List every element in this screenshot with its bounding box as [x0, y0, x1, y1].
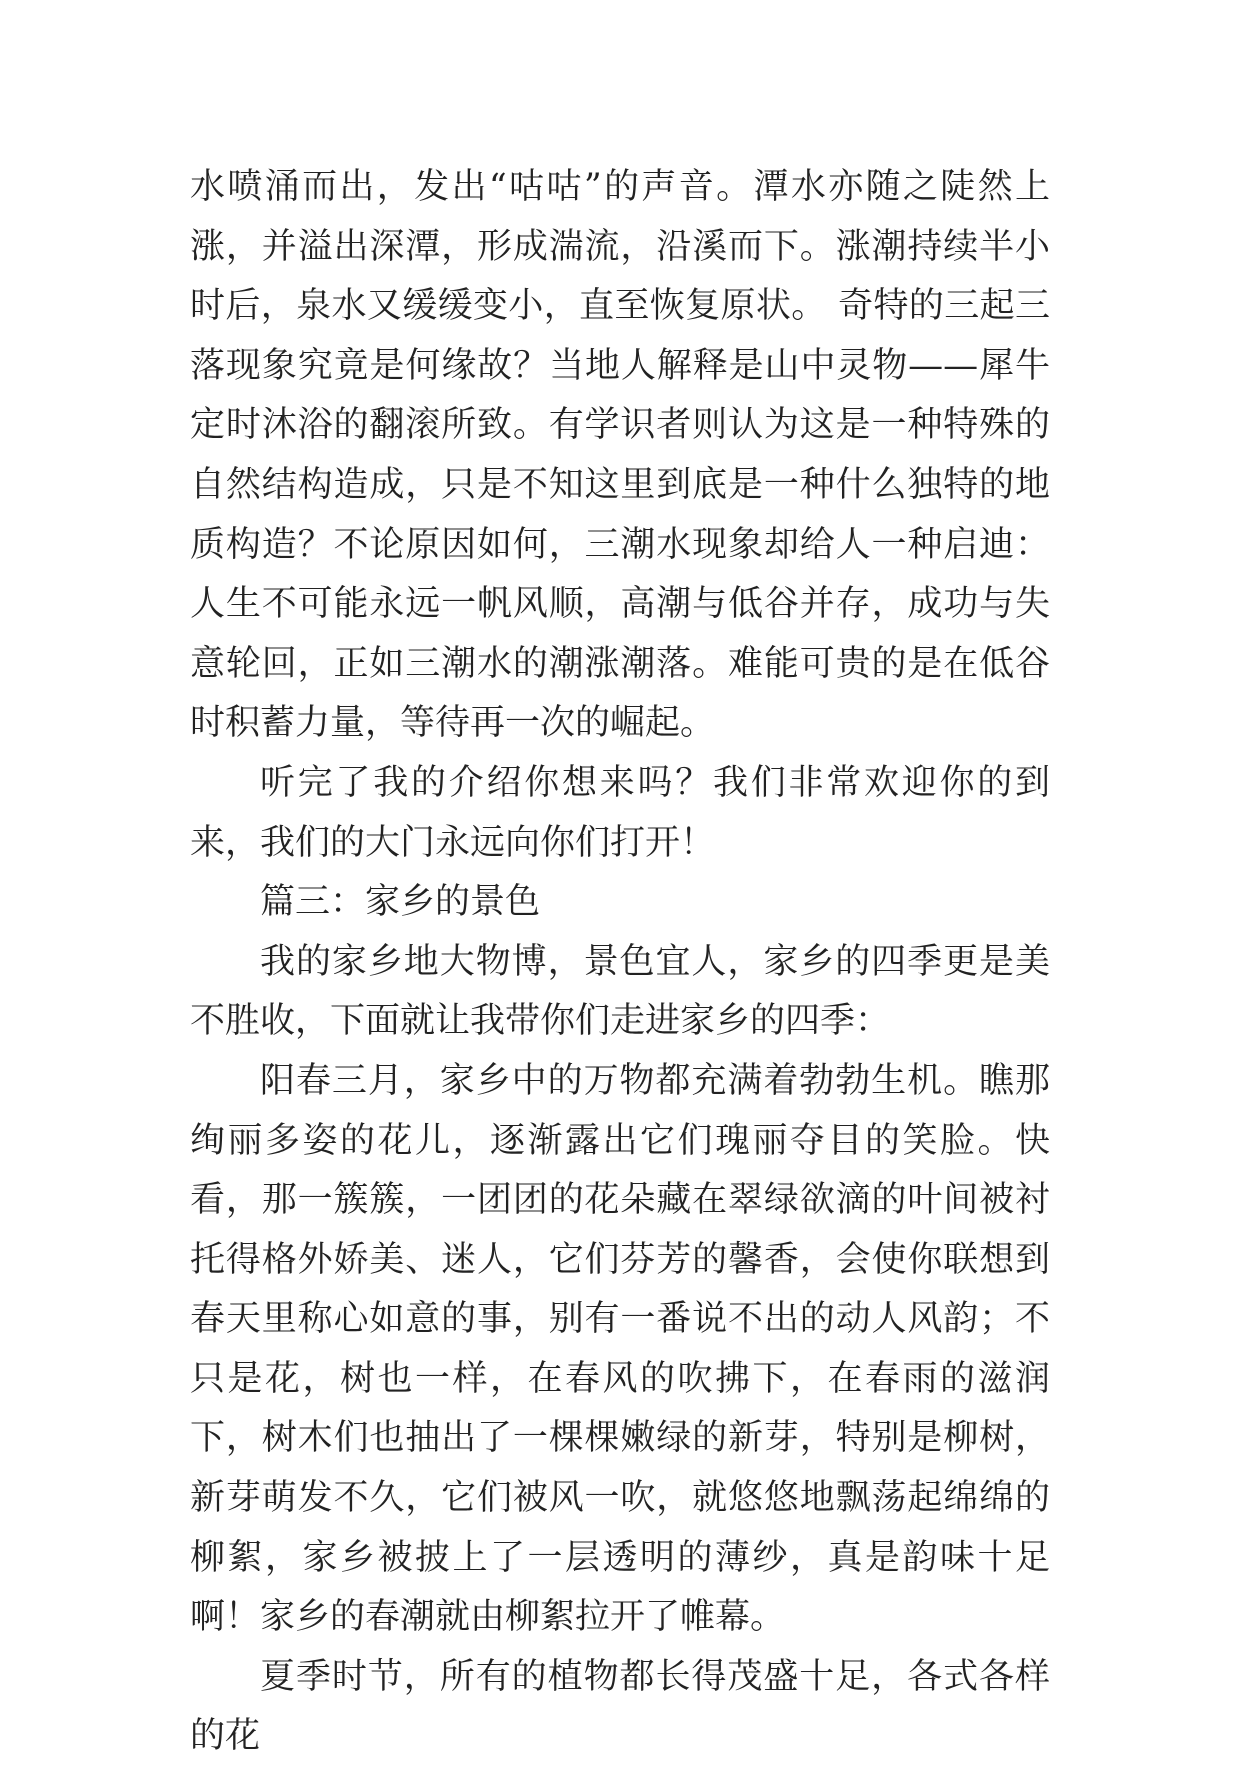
body-text	[190, 158, 1050, 1767]
paragraph-1: 水喷涌而出，发出“咕咕”的声音。潭水亦随之陡然上涨，并溢出深潭，形成湍流，沿溪而下。涨潮持续半小时后，泉水又缓缓变小，直至恢复原状。 奇特的三起三落现象究竟是何缘故？当地人解释是山中灵物——犀牛定时沐浴的翻滚所致。有学识者则认为这是一种特殊的自然结构造成，只是不知这里到底是一种什么独特的地质构造？不论原因如何，三潮水现象却给人一种启迪：人生不可能永远一帆风顺，高潮与低谷并存，成功与失意轮回，正如三潮水的潮涨潮落。难能可贵的是在低谷时积蓄力量，等待再一次的崛起。	[190, 167, 1050, 744]
paragraph-4: 阳春三月，家乡中的万物都充满着勃勃生机。瞧那绚丽多姿的花儿，逐渐露出它们瑰丽夺目的笑脸。快看，那一簇簇，一团团的花朵藏在翠绿欲滴的叶间被衬托得格外娇美、迷人，它们芬芳的馨香，会使你联想到春天里称心如意的事，别有一番说不出的动人风韵；不只是花，树也一样，在春风的吹拂下，在春雨的滋润下，树木们也抽出了一棵棵嫩绿的新芽，特别是柳树，新芽萌发不久，它们被风一吹，就悠悠地飘荡起绵绵的柳絮，家乡被披上了一层透明的薄纱，真是韵味十足啊！家乡的春潮就由柳絮拉开了帷幕。	[190, 1060, 1050, 1638]
paragraph-5: 夏季时节，所有的植物都长得茂盛十足，各式各样的花	[190, 1656, 1050, 1757]
paragraph-3: 我的家乡地大物博，景色宜人，家乡的四季更是美不胜收，下面就让我带你们走进家乡的四季：	[190, 941, 1050, 1042]
section-heading: 篇三：家乡的景色	[260, 882, 541, 923]
paragraph-2: 听完了我的介绍你想来吗？我们非常欢迎你的到来，我们的大门永远向你们打开！	[190, 762, 1050, 863]
